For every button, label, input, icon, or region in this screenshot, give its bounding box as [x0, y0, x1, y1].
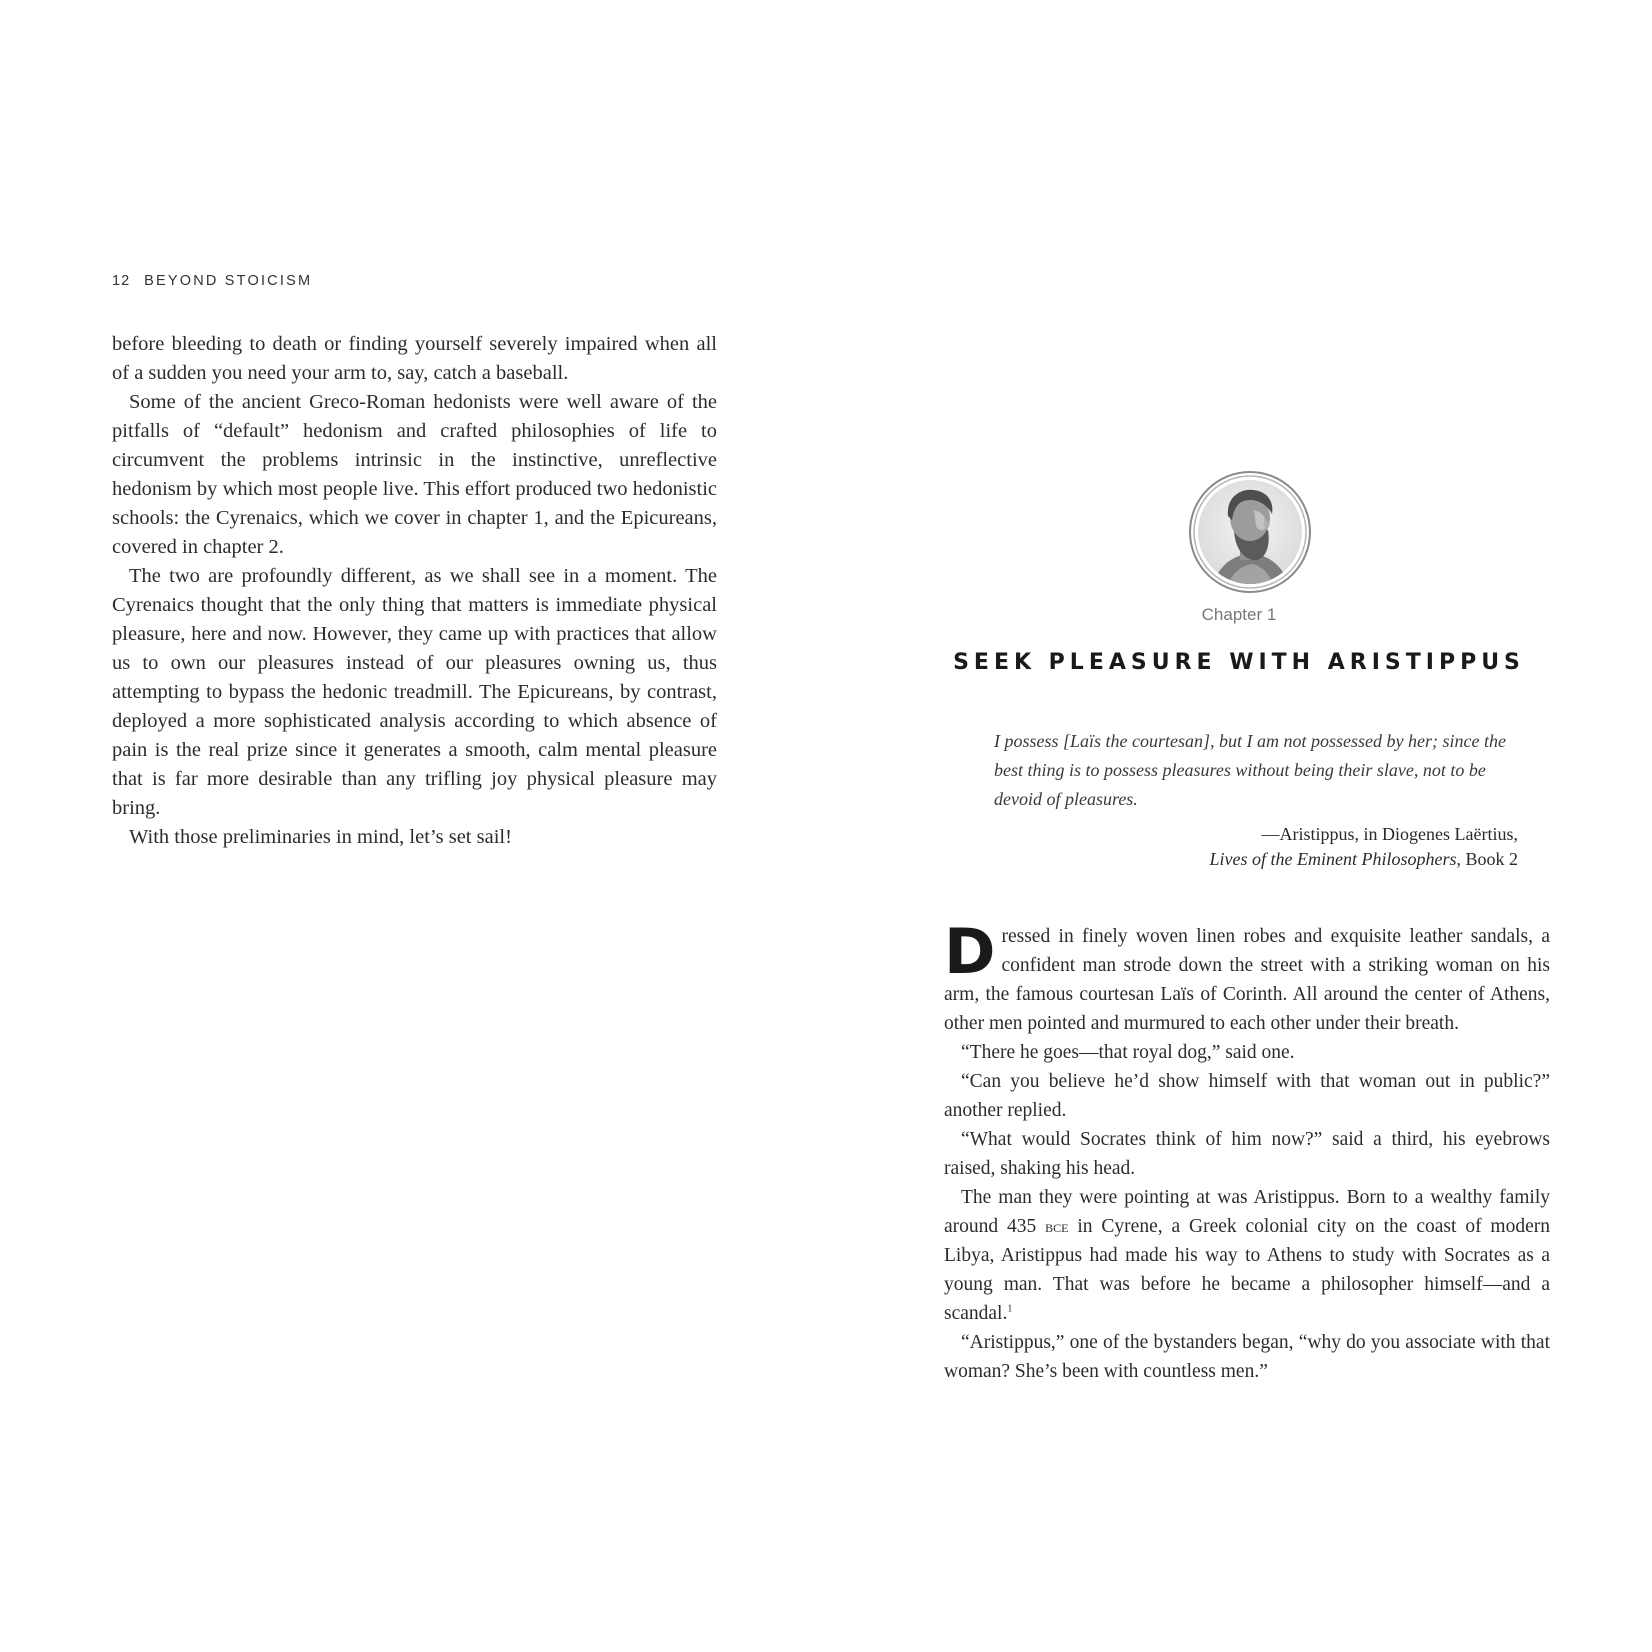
footnote-marker[interactable]: 1: [1007, 1303, 1013, 1315]
paragraph-part: in Cyrene, a Greek colonial city on the coast of modern Libya, Aristippus had made his way to Athens to study with Socrates as a young man. That was before he became a philosopher himself—and a scandal.: [944, 1216, 1550, 1324]
right-body-text: [944, 915, 1550, 1386]
paragraph: “Can you believe he’d show himself with that woman out in public?” another replied.: [944, 1071, 1550, 1121]
running-head: [112, 273, 312, 289]
right-page: [826, 0, 1652, 1652]
paragraph: before bleeding to death or finding yourself severely impaired when all of a sudden you need your arm to, say, catch a baseball.: [112, 333, 717, 384]
epigraph-quote: I possess [Laïs the courtesan], but I am not possessed by her; since the best thing is to possess pleasures without being their slave, not to be devoid of pleasures.: [994, 731, 1506, 809]
paragraph: [944, 915, 1550, 1038]
drop-cap: D: [944, 915, 996, 988]
first-paragraph-text: ressed in finely woven linen robes and exquisite leather sandals, a confident man strode down the street with a striking woman on his arm, the famous courtesan Laïs of Corinth. All around the center of Athens, other men pointed and murmured to each other under their breath.: [944, 926, 1550, 1034]
paragraph-part: The man they were pointing at was Aristippus. Born to a wealthy family around 435: [944, 1187, 1550, 1237]
chapter-title: SEEK PLEASURE WITH ARISTIPPUS: [953, 650, 1525, 675]
attribution-tail: , Book 2: [1456, 849, 1518, 869]
era-abbreviation: bce: [1045, 1217, 1069, 1236]
page-number: 12: [112, 273, 131, 289]
paragraph: The two are profoundly different, as we shall see in a moment. The Cyrenaics thought that the only thing that matters is immediate physical pleasure, here and now. However, they came up with practices that allow us to own our pleasures instead of our pleasures owning us, thus attempting to bypass the hedonic treadmill. The Epicureans, by contrast, deployed a more sophisticated analysis according to which absence of pain is the real prize since it generates a smooth, calm mental pleasure that is far more desirable than any trifling joy physical pleasure may bring.: [112, 565, 717, 819]
epigraph-attribution: [994, 822, 1524, 872]
attribution-author: —Aristippus, in Diogenes Laërtius,: [1261, 824, 1518, 844]
attribution-book: Lives of the Eminent Philosophers: [1209, 849, 1457, 869]
epigraph: [994, 727, 1524, 872]
book-title: BEYOND STOICISM: [144, 273, 313, 289]
paragraph: [944, 1183, 1550, 1328]
paragraph: With those preliminaries in mind, let’s set sail!: [129, 826, 512, 848]
paragraph: “There he goes—that royal dog,” said one.: [961, 1042, 1295, 1063]
paragraph: Some of the ancient Greco-Roman hedonists were well aware of the pitfalls of “default” hedonism and crafted philosophies of life to circumvent the problems intrinsic in the instinctive, unreflective hedonism by which most people live. This effort produced two hedonistic schools: the Cyrenaics, which we cover in chapter 1, and the Epicureans, covered in chapter 2.: [112, 391, 717, 558]
philosopher-portrait-icon: [1188, 470, 1312, 594]
paragraph: “What would Socrates think of him now?” said a third, his eyebrows raised, shaking his head.: [944, 1129, 1550, 1179]
left-body-text: [112, 330, 717, 852]
chapter-label: Chapter 1: [1201, 605, 1277, 624]
paragraph: “Aristippus,” one of the bystanders began, “why do you associate with that woman? She’s been with countless men.”: [944, 1332, 1550, 1382]
